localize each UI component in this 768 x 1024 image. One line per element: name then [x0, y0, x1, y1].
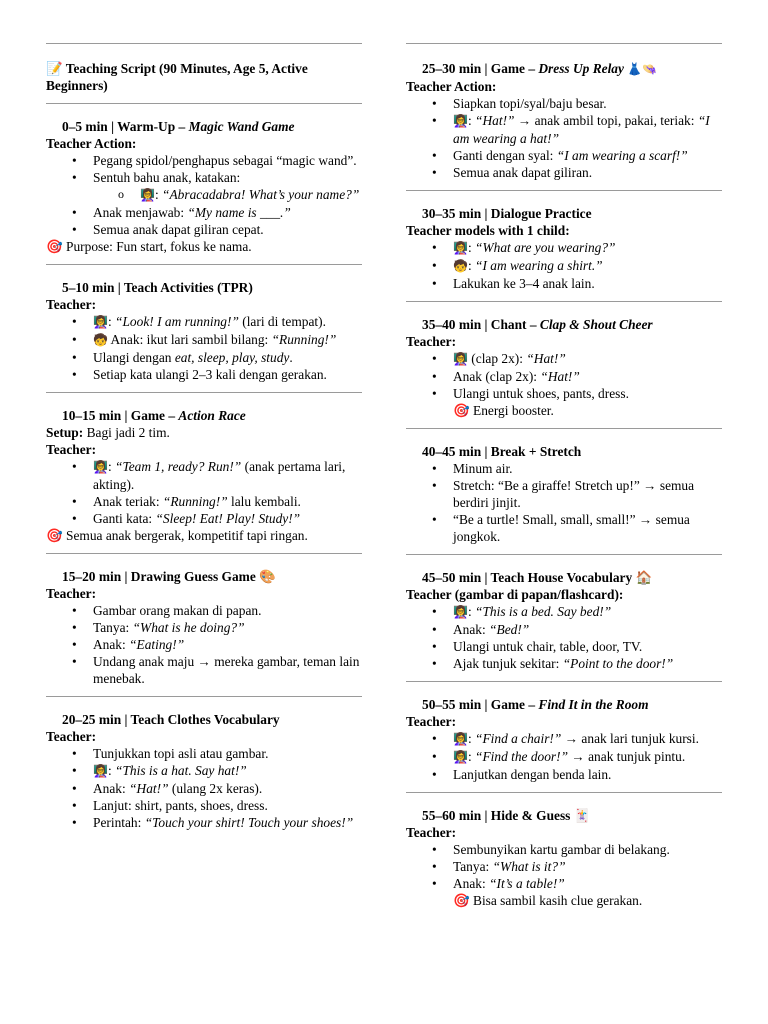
list-item: • “Be a turtle! Small, small, small!” → semua jongkok. — [453, 511, 722, 545]
document-title: 📝 Teaching Script (90 Minutes, Age 5, Active Beginners) — [46, 61, 308, 93]
teacher-icon: 👩‍🏫 — [453, 750, 468, 764]
relay-list — [406, 95, 722, 181]
clothes-list — [46, 745, 362, 831]
relay-heading: 25–30 min | Game – Dress Up Relay 👗👒 — [422, 61, 658, 76]
race-note: 🎯 Semua anak bergerak, kompetitif tapi ringan. — [46, 528, 308, 543]
child-icon: 🧒 — [453, 259, 468, 273]
drawing-list — [46, 602, 362, 687]
clothes-label: Teacher: — [46, 729, 97, 744]
hide-heading: 55–60 min | Hide & Guess 🃏 — [422, 808, 591, 823]
list-item: • Sentuh bahu anak, katakan: o 👩‍🏫: “Abracadabra! What’s your name?” — [93, 169, 362, 204]
teacher-icon: 👩‍🏫 — [93, 764, 108, 778]
list-item: • Anak: “Hat!” (ulang 2x keras). — [93, 780, 362, 797]
list-item: • Anak: “It’s a table!” — [453, 875, 722, 892]
list-item: • Siapkan topi/syal/baju besar. — [453, 95, 722, 112]
list-item: • Tunjukkan topi asli atau gambar. — [93, 745, 362, 762]
teacher-icon: 👩‍🏫 — [140, 188, 155, 202]
clothes-heading: 20–25 min | Teach Clothes Vocabulary — [62, 712, 280, 727]
dialogue-heading: 30–35 min | Dialogue Practice — [422, 206, 592, 221]
find-list — [406, 730, 722, 783]
hide-note: 🎯 Bisa sambil kasih clue gerakan. — [453, 893, 643, 908]
list-item: • Ajak tunjuk sekitar: “Point to the door!” — [453, 655, 722, 672]
find-heading: 50–55 min | Game – Find It in the Room — [422, 697, 649, 712]
list-item: • Minum air. — [453, 460, 722, 477]
house-label: Teacher (gambar di papan/flashcard): — [406, 587, 624, 602]
chant-section — [406, 301, 722, 428]
break-list — [406, 460, 722, 545]
list-item: • Anak: “Eating!” — [93, 636, 362, 653]
hide-list — [406, 841, 722, 892]
drawing-label: Teacher: — [46, 586, 97, 601]
house-heading: 45–50 min | Teach House Vocabulary 🏠 — [422, 570, 653, 585]
list-item: • Semua anak dapat giliran cepat. — [93, 221, 362, 238]
race-list — [46, 458, 362, 527]
chant-note: 🎯 Energi booster. — [453, 403, 554, 418]
race-heading: 10–15 min | Game – Action Race — [62, 408, 246, 423]
chant-heading: 35–40 min | Chant – Clap & Shout Cheer — [422, 317, 653, 332]
chant-list — [406, 350, 722, 402]
teacher-icon: 👩‍🏫 — [93, 315, 108, 329]
right-column — [406, 43, 722, 918]
purpose-note: 🎯 Purpose: Fun start, fokus ke nama. — [46, 239, 252, 254]
list-item: • 👩‍🏫 (clap 2x): “Hat!” — [453, 350, 722, 368]
tpr-section — [46, 264, 362, 392]
warmup-list — [46, 152, 362, 238]
list-item: • Stretch: “Be a giraffe! Stretch up!” → semua berdiri jinjit. — [453, 477, 722, 511]
list-item: • Ulangi untuk chair, table, door, TV. — [453, 638, 722, 655]
list-item: • Undang anak maju → mereka gambar, teman lain menebak. — [93, 653, 362, 687]
list-item: • Sembunyikan kartu gambar di belakang. — [453, 841, 722, 858]
list-item: • Anak teriak: “Running!” lalu kembali. — [93, 493, 362, 510]
dialogue-section — [406, 190, 722, 301]
list-item: • Ulangi dengan eat, sleep, play, study. — [93, 349, 362, 366]
list-item: • Semua anak dapat giliran. — [453, 164, 722, 181]
list-item: • Tanya: “What is he doing?” — [93, 619, 362, 636]
list-item: • Ulangi untuk shoes, pants, dress. — [453, 385, 722, 402]
teacher-icon: 👩‍🏫 — [453, 241, 468, 255]
title-section — [46, 43, 362, 103]
list-item: • 👩‍🏫: “Hat!” → anak ambil topi, pakai, teriak: “I am wearing a hat!” — [453, 112, 722, 147]
house-section — [406, 554, 722, 681]
list-item: • Anak: “Bed!” — [453, 621, 722, 638]
race-section — [46, 392, 362, 553]
list-item: • Perintah: “Touch your shirt! Touch your shoes!” — [93, 814, 362, 831]
list-item: • 👩‍🏫: “Find a chair!” → anak lari tunjuk kursi. — [453, 730, 722, 748]
hide-section — [406, 792, 722, 918]
left-column — [46, 43, 362, 840]
clothes-section — [46, 696, 362, 840]
relay-label: Teacher Action: — [406, 79, 497, 94]
list-item: • Pegang spidol/penghapus sebagai “magic wand”. — [93, 152, 362, 169]
teacher-icon: 👩‍🏫 — [93, 460, 108, 474]
tpr-heading: 5–10 min | Teach Activities (TPR) — [62, 280, 253, 295]
list-item: • 👩‍🏫: “Team 1, ready? Run!” (anak pertama lari, akting). — [93, 458, 362, 493]
list-item: • Anak (clap 2x): “Hat!” — [453, 368, 722, 385]
list-item: • Anak menjawab: “My name is ___.” — [93, 204, 362, 221]
dialogue-label: Teacher models with 1 child: — [406, 223, 570, 238]
tpr-list — [46, 313, 362, 383]
warmup-label: Teacher Action: — [46, 136, 137, 151]
list-item: • 🧒 Anak: ikut lari sambil bilang: “Running!” — [93, 331, 362, 349]
child-icon: 🧒 — [93, 333, 108, 347]
list-item: • Setiap kata ulangi 2–3 kali dengan gerakan. — [93, 366, 362, 383]
dialogue-list — [406, 239, 722, 292]
list-item: • Lakukan ke 3–4 anak lain. — [453, 275, 722, 292]
hide-label: Teacher: — [406, 825, 457, 840]
break-section — [406, 428, 722, 554]
warmup-heading: 0–5 min | Warm-Up – Magic Wand Game — [62, 119, 295, 134]
drawing-section — [46, 553, 362, 696]
list-item: • 👩‍🏫: “Find the door!” → anak tunjuk pintu. — [453, 748, 722, 766]
chant-label: Teacher: — [406, 334, 457, 349]
teacher-icon: 👩‍🏫 — [453, 114, 468, 128]
race-label: Teacher: — [46, 442, 97, 457]
relay-section — [406, 43, 722, 190]
tpr-label: Teacher: — [46, 297, 97, 312]
race-setup: Setup: Bagi jadi 2 tim. — [46, 425, 170, 440]
list-item: • Ganti dengan syal: “I am wearing a scarf!” — [453, 147, 722, 164]
teacher-icon: 👩‍🏫 — [453, 605, 468, 619]
teacher-icon: 👩‍🏫 — [453, 732, 468, 746]
list-item: • Ganti kata: “Sleep! Eat! Play! Study!” — [93, 510, 362, 527]
list-item: • Lanjutkan dengan benda lain. — [453, 766, 722, 783]
list-item: • 🧒: “I am wearing a shirt.” — [453, 257, 722, 275]
list-item: • Lanjut: shirt, pants, shoes, dress. — [93, 797, 362, 814]
list-item: • Gambar orang makan di papan. — [93, 602, 362, 619]
list-item: • 👩‍🏫: “This is a hat. Say hat!” — [93, 762, 362, 780]
break-heading: 40–45 min | Break + Stretch — [422, 444, 582, 459]
house-list — [406, 603, 722, 672]
teacher-icon: 👩‍🏫 — [453, 352, 468, 366]
list-item: • 👩‍🏫: “What are you wearing?” — [453, 239, 722, 257]
list-item: o 👩‍🏫: “Abracadabra! What’s your name?” — [140, 186, 362, 204]
drawing-heading: 15–20 min | Drawing Guess Game 🎨 — [62, 569, 276, 584]
find-label: Teacher: — [406, 714, 457, 729]
warmup-section — [46, 103, 362, 264]
list-item: • 👩‍🏫: “Look! I am running!” (lari di tempat). — [93, 313, 362, 331]
list-item: • Tanya: “What is it?” — [453, 858, 722, 875]
sub-list — [93, 186, 362, 204]
find-section — [406, 681, 722, 792]
list-item: • 👩‍🏫: “This is a bed. Say bed!” — [453, 603, 722, 621]
dress-hat-icon: 👗👒 — [627, 62, 658, 76]
